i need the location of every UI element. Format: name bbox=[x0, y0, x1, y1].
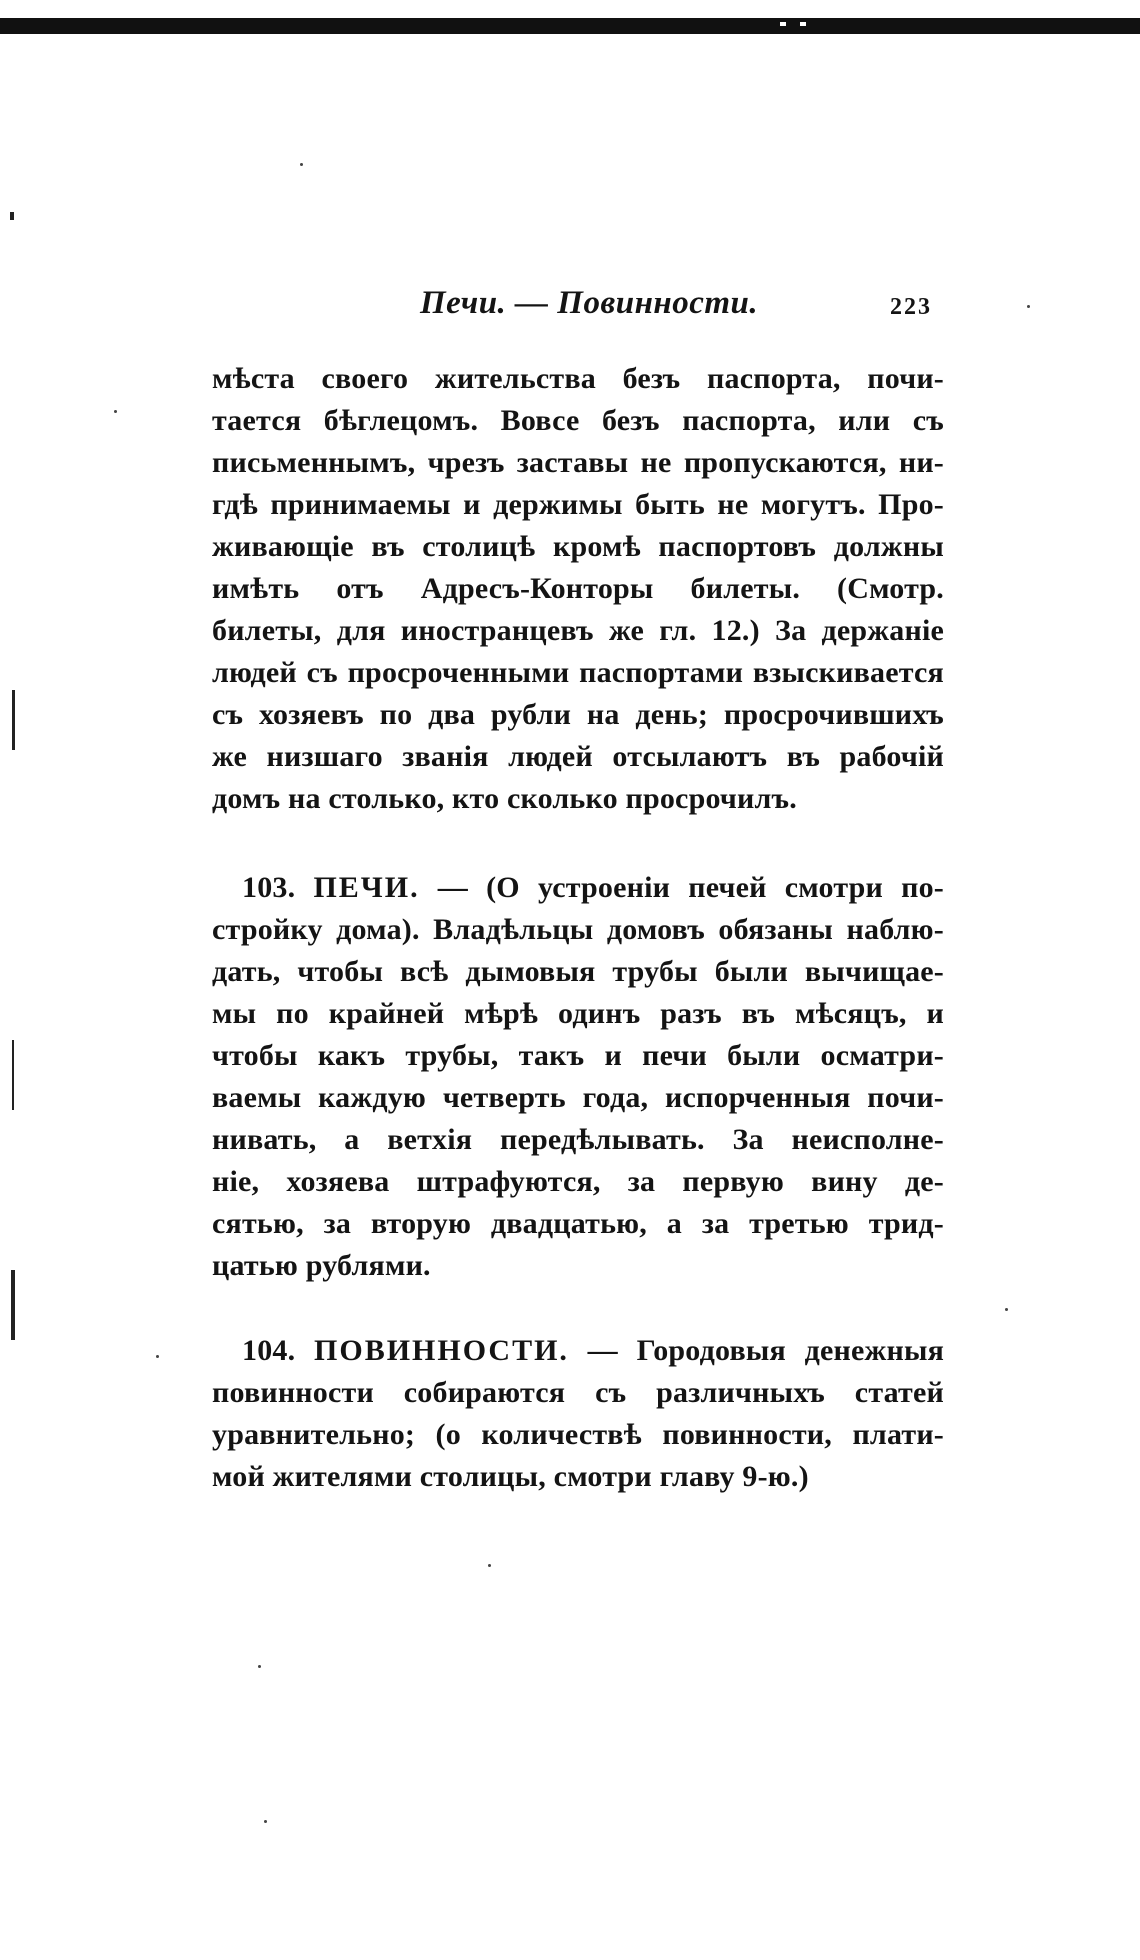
continuation-paragraph bbox=[212, 358, 944, 820]
text-line: стройку дома). Владѣльцы домовъ обязаны наблю- bbox=[212, 913, 944, 946]
section-heading: ПЕЧИ. bbox=[313, 871, 420, 904]
section-first-line bbox=[212, 1330, 944, 1372]
text-line: живающіе въ столицѣ кромѣ паспортовъ должны bbox=[212, 530, 944, 563]
top-edge-rule bbox=[0, 18, 1140, 34]
text-line: мой жителями столицы, смотри главу 9-ю.) bbox=[212, 1460, 809, 1493]
text-line: ваемы каждую четверть года, испорченныя почи- bbox=[212, 1081, 944, 1114]
section-first-line-text: — (О устроеніи печей смотри по- bbox=[437, 871, 944, 904]
text-line: чтобы какъ трубы, такъ и печи были осматри- bbox=[212, 1039, 944, 1072]
text-line: сятью, за вторую двадцатью, а за третью трид- bbox=[212, 1207, 944, 1240]
section-104 bbox=[212, 1330, 944, 1498]
text-line: нивать, а ветхія передѣлывать. За неисполне- bbox=[212, 1123, 944, 1156]
scan-speck bbox=[1005, 1308, 1008, 1311]
text-line: съ хозяевъ по два рубли на день; просрочившихъ bbox=[212, 698, 944, 731]
running-head: Печи. — Повинности. bbox=[420, 285, 759, 321]
section-103 bbox=[212, 867, 944, 1287]
section-number: 104. bbox=[242, 1334, 296, 1367]
text-line: тается бѣглецомъ. Вовсе безъ паспорта, или съ bbox=[212, 404, 944, 437]
text-line: людей съ просроченными паспортами взыскивается bbox=[212, 656, 944, 689]
scan-speck bbox=[258, 1665, 261, 1668]
text-line: ніе, хозяева штрафуются, за первую вину де- bbox=[212, 1165, 944, 1198]
section-number: 103. bbox=[242, 871, 296, 904]
section-heading: ПОВИННОСТИ. bbox=[314, 1334, 569, 1367]
text-line: цатью рублями. bbox=[212, 1249, 431, 1282]
scan-speck bbox=[264, 1820, 267, 1823]
text-line: билеты, для иностранцевъ же гл. 12.) За держаніе bbox=[212, 614, 944, 647]
scan-speck bbox=[1027, 305, 1030, 308]
text-line: дать, чтобы всѣ дымовыя трубы были вычищае- bbox=[212, 955, 944, 988]
scan-speck bbox=[156, 1355, 159, 1358]
scan-mark bbox=[11, 1270, 15, 1340]
scan-speck bbox=[114, 410, 117, 413]
rule-gap bbox=[780, 22, 786, 26]
text-line: мы по крайней мѣрѣ одинъ разъ въ мѣсяцъ, и bbox=[212, 997, 944, 1030]
text-line: уравнительно; (о количествѣ повинности, плати- bbox=[212, 1418, 944, 1451]
section-first-line bbox=[212, 867, 944, 909]
scan-speck bbox=[300, 163, 303, 166]
scan-mark bbox=[12, 1040, 14, 1110]
rule-gap bbox=[800, 22, 806, 26]
page-number: 223 bbox=[890, 294, 932, 320]
text-line: гдѣ принимаемы и держимы быть не могутъ. Про- bbox=[212, 488, 944, 521]
text-line: же низшаго званія людей отсылаютъ въ рабочій bbox=[212, 740, 944, 773]
text-line: мѣста своего жительства безъ паспорта, почи- bbox=[212, 362, 944, 395]
text-line: домъ на столько, кто сколько просрочилъ. bbox=[212, 782, 797, 815]
section-first-line-text: — Городовыя денежныя bbox=[587, 1334, 945, 1367]
text-line: письменнымъ, чрезъ заставы не пропускаются, ни- bbox=[212, 446, 944, 479]
scan-mark bbox=[10, 212, 14, 220]
scan-mark bbox=[12, 690, 15, 750]
text-line: имѣть отъ Адресъ-Конторы билеты. (Смотр. bbox=[212, 572, 944, 605]
scan-speck bbox=[488, 1564, 491, 1567]
text-line: повинности собираются съ различныхъ статей bbox=[212, 1376, 944, 1409]
